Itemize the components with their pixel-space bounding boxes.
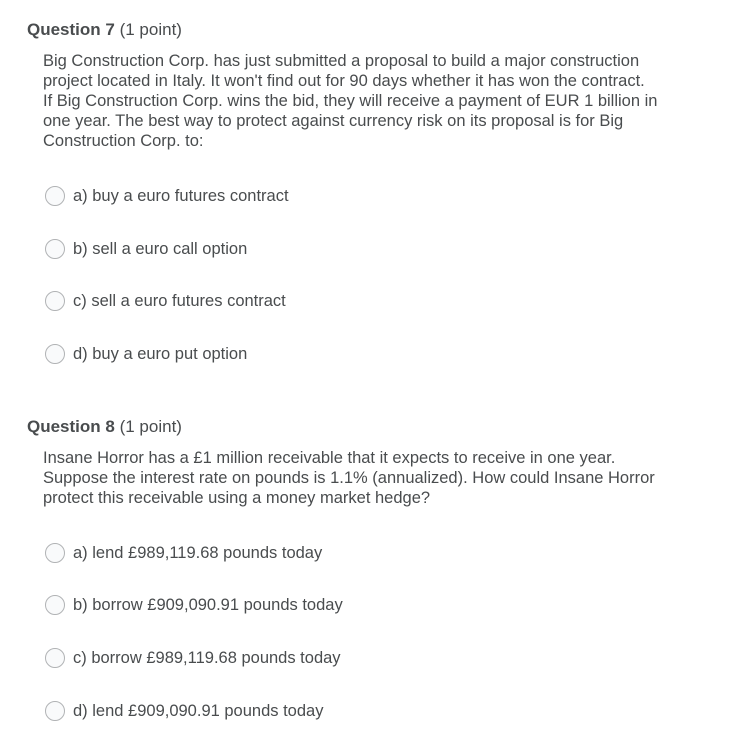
answer-option-label[interactable]: c) borrow £989,119.68 pounds today (73, 649, 341, 667)
answer-option-c[interactable] (45, 289, 286, 313)
answer-option-label[interactable]: d) buy a euro put option (73, 345, 248, 363)
answer-option-label[interactable]: b) sell a euro call option (73, 240, 248, 258)
question-title: Question 7 (27, 20, 115, 39)
answer-option-label[interactable]: a) lend £989,119.68 pounds today (73, 544, 323, 562)
answer-option-a[interactable] (45, 184, 289, 208)
answer-option-label[interactable]: a) buy a euro futures contract (73, 187, 289, 205)
answer-option-b[interactable] (45, 237, 247, 261)
question-text-line: one year. The best way to protect against currency risk on its proposal is for Big (43, 112, 624, 130)
question-text-line: Suppose the interest rate on pounds is 1.1% (annualized). How could Insane Horror (43, 469, 655, 487)
question-title: Question 8 (27, 417, 115, 436)
radio-button[interactable] (45, 291, 65, 311)
question-points: (1 point) (119, 417, 182, 436)
question-points: (1 point) (119, 20, 182, 39)
question-header (27, 416, 182, 438)
question-header (27, 19, 182, 41)
answer-option-a[interactable] (45, 541, 322, 565)
answer-option-label[interactable]: b) borrow £909,090.91 pounds today (73, 596, 343, 614)
radio-button[interactable] (45, 595, 65, 615)
answer-option-d[interactable] (45, 342, 247, 366)
radio-button[interactable] (45, 701, 65, 721)
radio-button[interactable] (45, 239, 65, 259)
answer-option-label[interactable]: c) sell a euro futures contract (73, 292, 286, 310)
question-text-line: Big Construction Corp. has just submitted a proposal to build a major construction (43, 52, 640, 70)
answer-option-label[interactable]: d) lend £909,090.91 pounds today (73, 702, 324, 720)
radio-button[interactable] (45, 648, 65, 668)
answer-option-d[interactable] (45, 699, 323, 723)
question-text-line: project located in Italy. It won't find out for 90 days whether it has won the contract. (43, 72, 645, 90)
radio-button[interactable] (45, 186, 65, 206)
question-text-line: Construction Corp. to: (43, 132, 204, 150)
question-text-line: If Big Construction Corp. wins the bid, they will receive a payment of EUR 1 billion in (43, 92, 658, 110)
question-text-line: protect this receivable using a money market hedge? (43, 489, 431, 507)
question-text-line: Insane Horror has a £1 million receivable that it expects to receive in one year. (43, 449, 616, 467)
radio-button[interactable] (45, 344, 65, 364)
question-text (43, 448, 703, 508)
radio-button[interactable] (45, 543, 65, 563)
answer-option-c[interactable] (45, 646, 341, 670)
question-text (43, 51, 703, 151)
answer-option-b[interactable] (45, 593, 343, 617)
